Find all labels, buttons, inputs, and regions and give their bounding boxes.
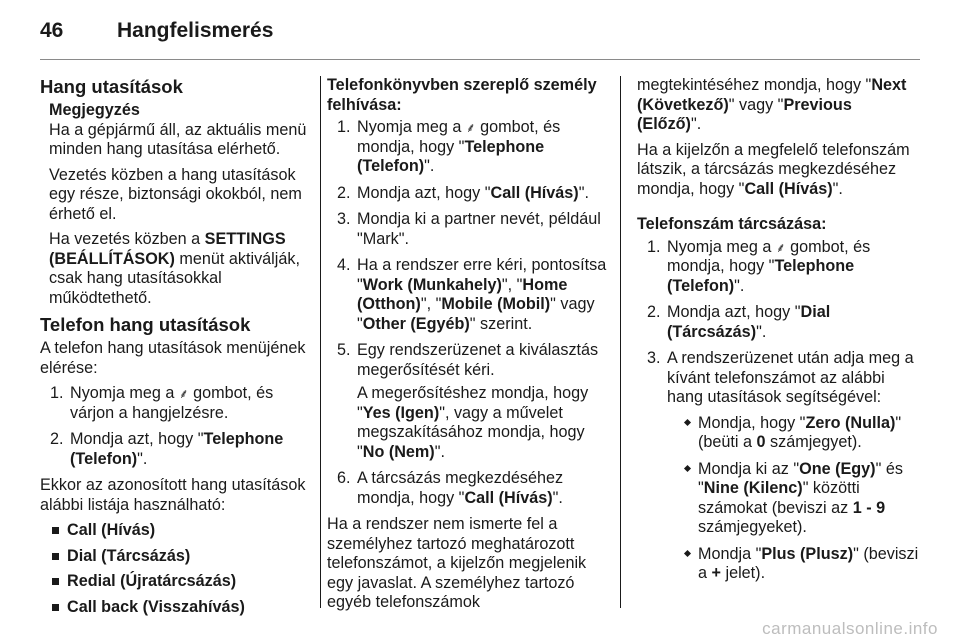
commands-list — [50, 521, 310, 617]
list-item: Call (Hívás) — [50, 521, 310, 541]
page-header — [40, 15, 920, 59]
page-number: 46 — [40, 19, 64, 42]
note-box — [40, 101, 310, 308]
list-item: 3. A rendszerüzenet után adja meg a kívánt telefonszámot az alábbi hang utasítások segítségével: Mondja, hogy "Zero (Nulla)" (beüti a 0 számjegyet). Mondja ki az "One (Egy)" és "Nine (Kilenc)" közötti számokat (beviszi az 1 - 9 számjegyeket). Mondja "Plus (Plusz)" (beviszi a + jelet). — [647, 349, 919, 582]
watermark: carmanualsonline.info — [762, 619, 938, 638]
next-previous-paragraph: megtekintéséhez mondja, hogy "Next (Következő)" vagy "Previous (Előző)". — [637, 76, 907, 133]
list-item: 2. Mondja azt, hogy "Call (Hívás)". — [337, 183, 589, 202]
list-item: 1. Nyomja meg a ⸙ gombot, és mondja, hogy "Telephone (Telefon)". — [337, 118, 561, 175]
call-contact-steps — [337, 118, 607, 508]
section-heading-phone-voice-commands: Telefon hang utasítások — [40, 314, 251, 335]
digit-commands-list — [683, 414, 920, 584]
column-3 — [637, 76, 920, 591]
header-rule — [40, 59, 920, 60]
list-item: 2. Mondja azt, hogy "Telephone (Telefon)". — [50, 430, 284, 468]
list-item: Mondja "Plus (Plusz)" (beviszi a + jelet). — [683, 545, 920, 584]
not-recognized-paragraph: Ha a rendszer nem ismerte fel a személyhez tartozó meghatározott telefonszámot, a kijelzőn megjelenik egy javaslat. A személyhez tartozó egyéb telefonszámok — [327, 515, 587, 611]
subheading-dial-number: Telefonszám tárcsázása: — [637, 215, 827, 233]
note-paragraph-2: Vezetés közben a hang utasítások egy része, biztonsági okokból, nem érhető el. — [49, 165, 302, 223]
list-item: 1. Nyomja meg a ⸙ gombot, és mondja, hogy "Telephone (Telefon)". — [647, 237, 871, 295]
voice-command-icon: ⸙ — [178, 386, 189, 401]
list-item: Mondja ki az "One (Egy)" és "Nine (Kilenc)" közötti számokat (beviszi az 1 - 9 számjegyeket). — [683, 460, 920, 538]
list-item: 2. Mondja azt, hogy "Dial (Tárcsázás)". — [647, 303, 831, 341]
list-item: 3. Mondja ki a partner nevét, például "Mark". — [337, 210, 601, 248]
voice-command-icon: ⸙ — [775, 239, 786, 255]
list-item: Mondja, hogy "Zero (Nulla)" (beüti a 0 számjegyet). — [683, 414, 920, 453]
list-item: Dial (Tárcsázás) — [50, 547, 310, 567]
confirm-paragraph: A megerősítéshez mondja, hogy "Yes (Igen)", vagy a művelet megszakításához mondja, hogy "No (Nem)". — [357, 384, 589, 461]
list-item: Call back (Visszahívás) — [50, 598, 310, 618]
list-item: 5. Egy rendszerüzenet a kiválasztás megerősítését kéri. A megerősítéshez mondja, hogy "Yes (Igen)", vagy a művelet megszakításához mondja, hogy "No (Nem)". — [337, 341, 607, 462]
list-item: Redial (Újratárcsázás) — [50, 572, 310, 592]
note-paragraph-3: Ha vezetés közben a SETTINGS (BEÁLLÍTÁSOK) menüt aktiválják, csak hang utasításokkal működtethető. — [49, 230, 300, 307]
page-title: Hangfelismerés — [117, 19, 274, 42]
column-divider-1 — [320, 76, 321, 608]
intro-paragraph: A telefon hang utasítások menüjének elérése: — [40, 339, 306, 377]
subheading-call-contact: Telefonkönyvben szereplő személy felhívása: — [327, 76, 597, 114]
column-2 — [327, 76, 607, 619]
section-heading-voice-commands: Hang utasítások — [40, 76, 183, 97]
column-1 — [40, 76, 310, 623]
call-paragraph: Ha a kijelzőn a megfelelő telefonszám látszik, a tárcsázás megkezdéséhez mondja, hogy "Call (Hívás)". — [637, 140, 910, 198]
list-item: 6. A tárcsázás megkezdéséhez mondja, hogy "Call (Hívás)". — [337, 469, 564, 507]
commands-list-intro: Ekkor az azonosított hang utasítások alábbi listája használható: — [40, 476, 306, 514]
list-item: 4. Ha a rendszer erre kéri, pontosítsa "Work (Munkahely)", "Home (Otthon)", "Mobile (Mobil)" vagy "Other (Egyéb)" szerint. — [337, 256, 607, 333]
column-divider-2 — [620, 76, 621, 608]
note-paragraph-1: Ha a gépjármű áll, az aktuális menü minden hang utasítása elérhető. — [49, 120, 307, 158]
dial-number-steps — [647, 238, 920, 584]
voice-command-icon: ⸙ — [465, 120, 476, 135]
phone-menu-steps — [50, 384, 310, 469]
list-item: 1. Nyomja meg a ⸙ gombot, és várjon a hangjelzésre. — [50, 384, 274, 422]
note-title: Megjegyzés — [49, 101, 140, 119]
